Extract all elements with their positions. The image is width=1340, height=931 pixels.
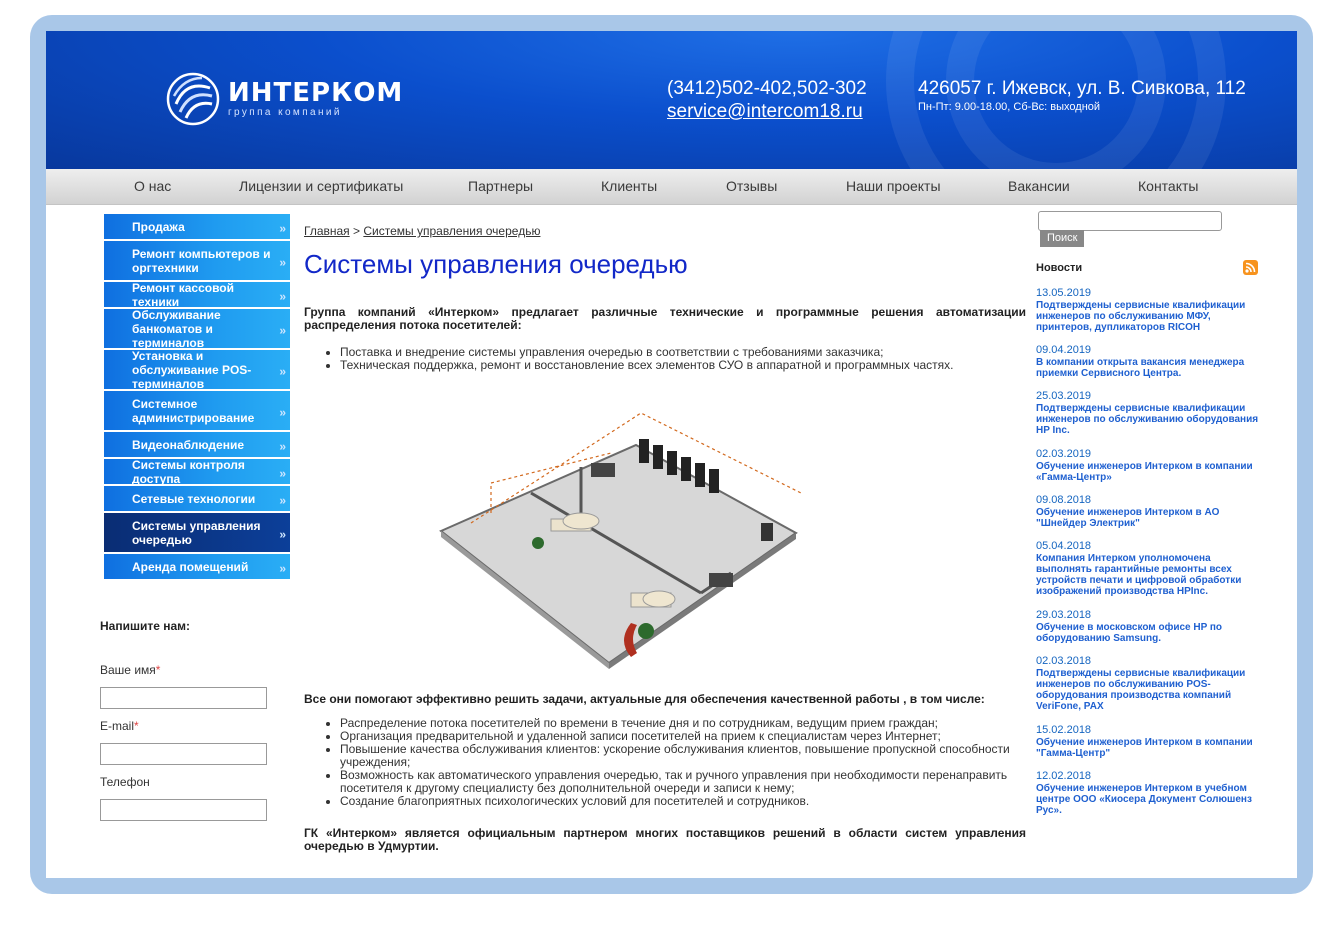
menu-item-cash-register-repair[interactable] <box>104 282 290 307</box>
form-title: Напишите нам: <box>100 619 191 633</box>
news-link[interactable]: Обучение инженеров Интерком в компании «Гамма-Центр» <box>1036 461 1253 483</box>
benefits-list <box>340 717 1020 808</box>
chevron-right-icon: » <box>279 363 286 378</box>
breadcrumb <box>304 224 540 238</box>
intro-text: Группа компаний «Интерком» предлагает различные технические и программные решения автоматизации распределения потока посетителей: <box>304 305 1026 332</box>
news-item <box>1036 655 1262 712</box>
list-item: • Поставка и внедрение системы управления очередью в соответствии с требованиями заказчика; <box>340 346 1040 359</box>
logo-swirl-icon <box>166 72 220 126</box>
contact-form <box>100 616 290 836</box>
news-item <box>1036 770 1262 816</box>
closing-text: ГК «Интерком» является официальным партнером многих поставщиков решений в области систем управления очередью в Удмуртии. <box>304 826 1026 853</box>
news-link[interactable]: Обучение в московском офисе HP по оборудованию Samsung. <box>1036 622 1223 644</box>
chevron-right-icon: » <box>279 526 286 541</box>
logo[interactable] <box>166 69 403 129</box>
menu-item-atm-service[interactable] <box>104 309 290 348</box>
menu-item-label: Видеонаблюдение <box>132 437 245 452</box>
header-phone: (3412)502-402,502-302 <box>667 78 867 99</box>
chevron-right-icon: » <box>279 220 286 235</box>
name-field[interactable] <box>100 687 267 709</box>
news-link[interactable]: Обучение инженеров Интерком в учебном центре ООО «Киосера Документ Солюшенз Рус». <box>1036 783 1252 816</box>
chevron-right-icon: » <box>279 288 286 303</box>
menu-item-access-control[interactable] <box>104 459 290 484</box>
menu-item-label: Продажа <box>132 219 185 234</box>
news-link[interactable]: Подтверждены сервисные квалификации инженеров по обслуживанию МФУ, принтеров, дупликаторов RICOH <box>1036 300 1246 333</box>
news-date: 25.03.2019 <box>1036 390 1092 402</box>
search-button[interactable]: Поиск <box>1040 230 1084 247</box>
name-label <box>100 663 160 677</box>
list-item: • Повышение качества обслуживания клиентов: ускорение обслуживания клиентов, повышение пропускной способности учреждения; <box>340 743 1020 769</box>
news-link[interactable]: Подтверждены сервисные квалификации инженеров по обслуживанию оборудования HP Inc. <box>1036 403 1259 436</box>
menu-item-label: Системное администрирование <box>132 396 255 425</box>
nav-item-projects[interactable]: Наши проекты <box>846 178 941 194</box>
chevron-right-icon: » <box>279 465 286 480</box>
services-menu <box>104 214 290 581</box>
nav-item-vacancies[interactable]: Вакансии <box>1008 178 1070 194</box>
menu-item-label: Ремонт кассовой техники <box>132 280 235 309</box>
section-heading: Все они помогают эффективно решить задачи, актуальные для обеспечения качественной работы , в том числе: <box>304 692 985 706</box>
news-item <box>1036 724 1262 759</box>
list-item: • Организация предварительной и удаленной записи посетителей на прием к специалистам через Интернет; <box>340 730 1020 743</box>
menu-item-premises-rent[interactable] <box>104 554 290 579</box>
menu-item-pc-repair[interactable] <box>104 241 290 280</box>
list-item: • Создание благоприятных психологических условий для посетителей и сотрудников. <box>340 795 1020 808</box>
breadcrumb-current-link[interactable]: Системы управления очередью <box>363 224 541 238</box>
chevron-right-icon: » <box>279 560 286 575</box>
chevron-right-icon: » <box>279 404 286 419</box>
nav-item-contacts[interactable]: Контакты <box>1138 178 1199 194</box>
header-contacts <box>667 78 867 124</box>
page <box>46 31 1297 878</box>
phone-field[interactable] <box>100 799 267 821</box>
working-hours: Пн-Пт: 9.00-18.00, Сб-Вс: выходной <box>918 101 1101 113</box>
email-label-text: E-mail <box>100 719 135 733</box>
nav-item-partners[interactable]: Партнеры <box>468 178 534 194</box>
header-email-link[interactable]: service@intercom18.ru <box>667 101 863 122</box>
news-item <box>1036 494 1262 529</box>
required-mark: * <box>155 663 161 677</box>
nav-item-licenses[interactable]: Лицензии и сертификаты <box>239 178 404 194</box>
menu-item-networking[interactable] <box>104 486 290 511</box>
news-heading: Новости <box>1036 262 1083 274</box>
menu-item-cctv[interactable] <box>104 432 290 457</box>
chevron-right-icon: » <box>279 322 286 337</box>
nav-item-reviews[interactable]: Отзывы <box>726 178 778 194</box>
breadcrumb-separator: > <box>349 224 364 238</box>
menu-item-sales[interactable] <box>104 214 290 239</box>
news-item <box>1036 540 1262 597</box>
chevron-right-icon: » <box>279 254 286 269</box>
menu-item-pos-terminals[interactable] <box>104 350 290 389</box>
news-item <box>1036 390 1262 436</box>
news-link[interactable]: Компания Интерком уполномочена выполнять гарантийные ремонты всех устройств печати и цифровой обработки изображений производства HPInc. <box>1036 553 1242 597</box>
logo-subtitle: группа компаний <box>228 107 342 118</box>
list-item: • Возможность как автоматического управления очередью, так и ручного управления при необходимости перенаправить посетителя к другому специалисту без дополнительной очереди и записи к нему; <box>340 769 1020 795</box>
rss-icon[interactable] <box>1243 260 1258 275</box>
main-nav <box>46 169 1297 205</box>
menu-item-label: Ремонт компьютеров и оргтехники <box>132 246 271 275</box>
news-date: 09.04.2019 <box>1036 344 1092 356</box>
header-address <box>918 78 1246 114</box>
nav-item-clients[interactable]: Клиенты <box>601 178 658 194</box>
menu-item-label: Сетевые технологии <box>132 491 256 506</box>
menu-item-queue-systems[interactable] <box>104 513 290 552</box>
news-date: 05.04.2018 <box>1036 540 1092 552</box>
news-date: 02.03.2019 <box>1036 448 1092 460</box>
breadcrumb-home-link[interactable]: Главная <box>304 224 350 238</box>
news-date: 09.08.2018 <box>1036 494 1092 506</box>
chevron-right-icon: » <box>279 438 286 453</box>
phone-label: Телефон <box>100 775 150 789</box>
address-line: 426057 г. Ижевск, ул. В. Сивкова, 112 <box>918 78 1246 99</box>
news-date: 02.03.2018 <box>1036 655 1092 667</box>
news-item <box>1036 609 1262 644</box>
news-date: 13.05.2019 <box>1036 287 1092 299</box>
menu-item-label: Системы контроля доступа <box>132 457 245 486</box>
news-date: 12.02.2018 <box>1036 770 1092 782</box>
list-item: • Распределение потока посетителей по времени в течение дня и по сотрудникам, ведущим прием граждан; <box>340 717 1020 730</box>
news-link[interactable]: Обучение инженеров Интерком в АО "Шнейдер Электрик" <box>1036 507 1220 529</box>
queue-system-illustration <box>431 393 801 673</box>
name-label-text: Ваше имя <box>100 663 156 677</box>
menu-item-sysadmin[interactable] <box>104 391 290 430</box>
list-item: • Техническая поддержка, ремонт и восстановление всех элементов СУО в аппаратной и программных частях. <box>340 359 1040 372</box>
news-link[interactable]: В компании открыта вакансия менеджера приемки Сервисного Центра. <box>1036 357 1245 379</box>
email-label <box>100 719 139 733</box>
email-field[interactable] <box>100 743 267 765</box>
site-header <box>46 31 1297 169</box>
menu-item-label: Обслуживание банкоматов и терминалов <box>132 307 221 350</box>
chevron-right-icon: » <box>279 492 286 507</box>
menu-item-label: Системы управления очередью <box>132 518 261 547</box>
news-item <box>1036 287 1262 333</box>
news-item <box>1036 344 1262 379</box>
logo-name: ИНТЕРКОМ <box>228 78 404 108</box>
menu-item-label: Установка и обслуживание POS-терминалов <box>132 348 252 391</box>
news-link[interactable]: Подтверждены сервисные квалификации инженеров по обслуживанию POS-оборудования производства компаний VeriFone, PAX <box>1036 668 1246 712</box>
news-item <box>1036 448 1262 483</box>
required-mark: * <box>134 719 139 733</box>
rss-glyph-icon <box>1243 260 1258 275</box>
search-input[interactable] <box>1038 211 1222 231</box>
page-title: Системы управления очередью <box>304 249 688 279</box>
nav-item-about[interactable]: О нас <box>134 178 172 194</box>
news-date: 29.03.2018 <box>1036 609 1092 621</box>
news-date: 15.02.2018 <box>1036 724 1092 736</box>
services-list <box>340 346 1040 372</box>
news-link[interactable]: Обучение инженеров Интерком в компании "Гамма-Центр" <box>1036 737 1253 759</box>
menu-item-label: Аренда помещений <box>132 559 249 574</box>
